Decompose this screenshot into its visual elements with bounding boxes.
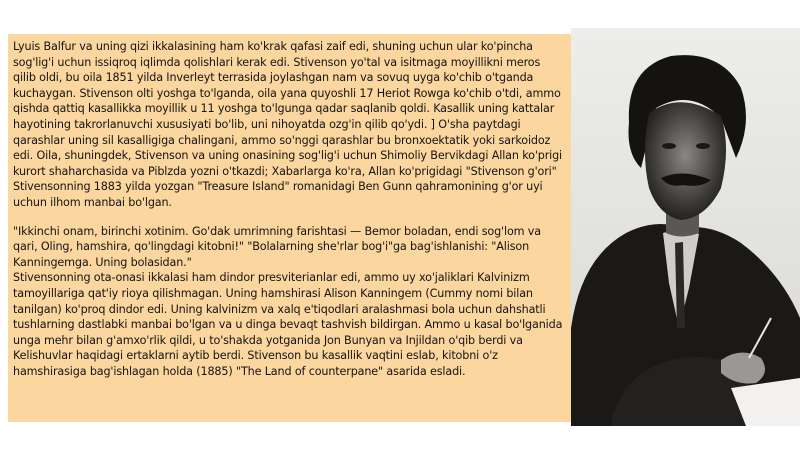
portrait-photo (571, 28, 800, 426)
paragraph-dedication-quote: "Ikkinchi onam, birinchi xotinim. Go'dak umrimning farishtasi — Bemor boladan, endi sog'lom va qari, Oling, hamshira, qo'lingdagi kitobni!" "Bolalarning she'rlar bog'i"ga bag'ishlanishi: "Alison Kanningemga. Uning bolasidan." (13, 224, 541, 269)
portrait-image (571, 28, 800, 426)
paragraph-religious-upbringing: Stivensonning ota-onasi ikkalasi ham dindor presviterianlar edi, ammo uy xo'jaliklari Kalvinizm tamoyillariga qat'iy rioya qilishmagan. Uning hamshirasi Alison Kanningem (Cummy nomi bilan tanilgan) ko'proq dindor edi. Uning kalvinizm va xalq e'tiqodlari aralashmasi bola uchun dahshatli tushlarning dastlabki manbai bo'lgan va u dinga bevaqt tashvish bildirgan. Ammo u kasal bo'lganida unga mehr bilan g'amxo'rlik qildi, u to'shakda yotganida Jon Bunyan va Injildan o'qib berdi va Kelishuvlar haqidagi ertaklarni aytib berdi. Stivenson bu kasallik vaqtini eslab, kitobni o'z hamshirasiga bag'ishlagan holda (1885) "The Land of counterpane" asarida esladi. (13, 271, 563, 378)
text-panel (8, 34, 571, 422)
paragraph-gap (13, 211, 563, 224)
paragraph-health-history: Lyuis Balfur va uning qizi ikkalasining ham ko'krak qafasi zaif edi, shuning uchun ular ko'pincha sog'lig'i uchun issiqroq iqlimda qolishlari kerak edi. Stivenson yo'tal va isitmaga moyillikni meros qilib oldi, bu oila 1851 yilda Inverleyt terrasida joylashgan nam va sovuq uyga ko'chib o'tganda kuchaygan. Stivenson olti yoshga to'lganda, oila yana quyoshli 17 Heriot Rowga ko'chib o'tdi, ammo qishda qattiq kasallikka moyillik u 11 yoshga to'lgunga qadar saqlanib qoldi. Kasallik uning kattalar hayotining takrorlanuvchi xususiyati bo'lib, uni nihoyatda ozg'in qilib qo'ydi. ] O'sha paytdagi qarashlar uning sil kasalligiga chalingani, ammo so'nggi qarashlar bu bronxoektatik yoki sarkoidoz edi. Oila, shuningdek, Stivenson va uning onasining sog'lig'i uchun Shimoliy Bervikdagi Allan ko'prigi kurort shaharchasida va Piblzda yozni o'tkazdi; Xabarlarga ko'ra, Allan ko'prigidagi "Stivenson g'ori" Stivensonning 1883 yilda yozgan "Treasure Island" romanidagi Ben Gunn qahramonining g'or uyi uchun ilhom manbai bo'lgan. (13, 40, 563, 209)
